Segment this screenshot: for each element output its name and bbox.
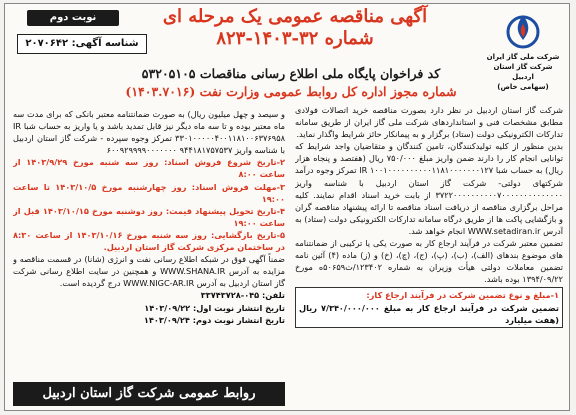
purchase-paragraph: بدین منظور از کلیه تولیدکنندگان، تامین کنندگان و متقاضیان واجد شرایط که توانایی انجام کار را دارند ضمن واریز مبلغ ۷۵۰/۰۰۰ ریال (هفتصد و پنجاه هزار ریال) به حساب شبا IR ۱۰۰۱۰۰۰۰۰۰۰۰۰۰۱۱۸۱۰۰۰۰۰۰۰۱۲۷ تمرکز وجوه درآمد شرکتهای دولتی- شرکت گاز استان اردبیل با شناسه واریز ۳۷۲۲۰۰۰۰۰۰۰۰۰۰۷۰۰۰۰۰۰۰۰۰۰۰۰۰۰ از بابت خرید اسناد اقدام نمایند. کلیه مراحل برگزاری مناقصه از دریافت اسناد مناقصه تا ارائه پیشنهاد مناقصه گران و بازگشایی پاکت ها از طریق درگاه سامانه تدارکات الکترونیکی دولت (ستاد) به آدرس WWW.setadiran.ir انجام خواهد شد. [295,141,563,236]
flame-logo-icon [503,10,543,50]
guarantee-continued: و سیصد و چهل میلیون ریال) به صورت ضمانتنامه معتبر بانکی که برای مدت سه ماه معتبر بوده و تا سه ماه دیگر نیز قابل تمدید باشد و یا واریز به حساب شبا IR ۳۳۰۱۰۰۰۰۰۴۰۰۱۱۸۱۰۰۶۳۷۶۹۵۸ تمرکز وجوه سپرده - شرکت گاز استان اردبیل با شناسه واریز ۹۴۴۱۸۱۷۵۷۵۳۷ ۶۰۰۹۲۹۹۹۹۰۰۰۰۰۰۰ [13,109,285,156]
tender-code: کد فراخوان پایگاه ملی اطلاع رسانی مناقصات ۵۳۲۰۵۱۰۵ [141,66,441,81]
sale-start-date: ۲-تاریخ شروع فروش اسناد: روز سه شنبه مورخ ۱۴۰۳/۹/۲۹ از ساعت ۸:۰۰ [13,157,285,180]
guarantee-box [295,287,563,327]
company-logo [483,10,563,91]
public-relations-footer: روابط عمومی شرکت گاز استان اردبیل [13,382,285,406]
guarantee-box-text: تضمین شرکت در فرآیند ارجاع کار به مبلغ ۷/۳۴۰/۰۰۰/۰۰۰ ریال (هفت میلیارد [299,302,559,325]
first-publication-date: تاریخ انتشار نوبت اول: ۱۴۰۳/۰۹/۲۲ [144,302,285,313]
tender-ad [4,3,570,411]
company-logo-text: شرکت ملی گاز ایران شرکت گاز استان اردبیل (سهامی خاص) [486,53,560,91]
right-text-column [295,104,563,386]
phone-number: تلفن: ۰۴۵-۳۳۷۴۳۷۲۸ [200,290,285,301]
second-publication-date: تاریخ انتشار نوبت دوم: ۱۴۰۳/۰۹/۲۴ [143,314,285,325]
sale-deadline: ۳-مهلت فروش اسناد: روز چهارشنبه مورخ ۱۴۰۳/۱۰/۵ تا ساعت ۱۹:۰۰ [13,181,285,204]
opening-date: ۵-تاریخ بازگشایی: روز سه شنبه مورخ ۱۴۰۳/۱۰/۱۶ از ساعت ۸:۳۰ در ساختمان مرکزی شرکت گاز استان اردبیل. [13,229,285,253]
guarantee-paragraph: تضمین معتبر شرکت در فرآیند ارجاع کار به صورت یکی یا ترکیبی از ضمانتنامه های موضوع بندهای (الف)، (ب)، (پ)، (ج)، (چ)، (خ) و (ز) ماده (۴) آئین نامه تضمین معاملات دولتی هیأت وزیران به شماره ۱۲۳۴۰۲/ت۵۰۶۵۹ه مورخ ۱۳۹۴/۰۹/۲۲ بوده باشد. [295,238,563,285]
permit-number: شماره مجوز اداره کل روابط عمومی وزارت نفت (۱۴۰۳.۷۰۱۶) [125,84,457,99]
ad-title: آگهی مناقصه عمومی یک مرحله ای [162,6,428,27]
intro-paragraph: شرکت گاز استان اردبیل در نظر دارد بصورت مناقصه خرید اتصالات فولادی مطابق مشخصات فنی و استانداردهای شرکت ملی گاز ایران از طریق سامانه تدارکات الکترونیکی دولت (ستاد) برگزار و به پیمانکار حائز شرایط واگذار نماید. [295,105,563,140]
guarantee-box-title: ۱-مبلغ و نوع تضمین شرکت در فرآیند ارجاع کار: [366,290,559,301]
ad-number: شماره ۳۲-۱۴۰۳-۸۲۳ [216,28,374,49]
round-badge: نوبت دوم [27,10,119,26]
bid-submission-date: ۴-تاریخ تحویل پیشنهاد قیمت: روز دوشنبه مورخ ۱۴۰۳/۱۰/۱۵ قبل از ساعت ۱۹:۰۰ [13,205,285,228]
ad-id: شناسه آگهی: ۲۰۷۰۶۴۲ [17,34,147,54]
left-text-column [13,108,285,364]
publication-note: ضمناً آگهی فوق در شبکه اطلاع رسانی نفت و انرژی (شانا) در قسمت مناقصه و مزایده به آدرس WWW.SHANA.IR و همچنین در سایت اطلاع رسانی شرکت گاز استان اردبیل به آدرس WWW.NIGC-AR.IR درج گردیده است. [13,254,285,289]
